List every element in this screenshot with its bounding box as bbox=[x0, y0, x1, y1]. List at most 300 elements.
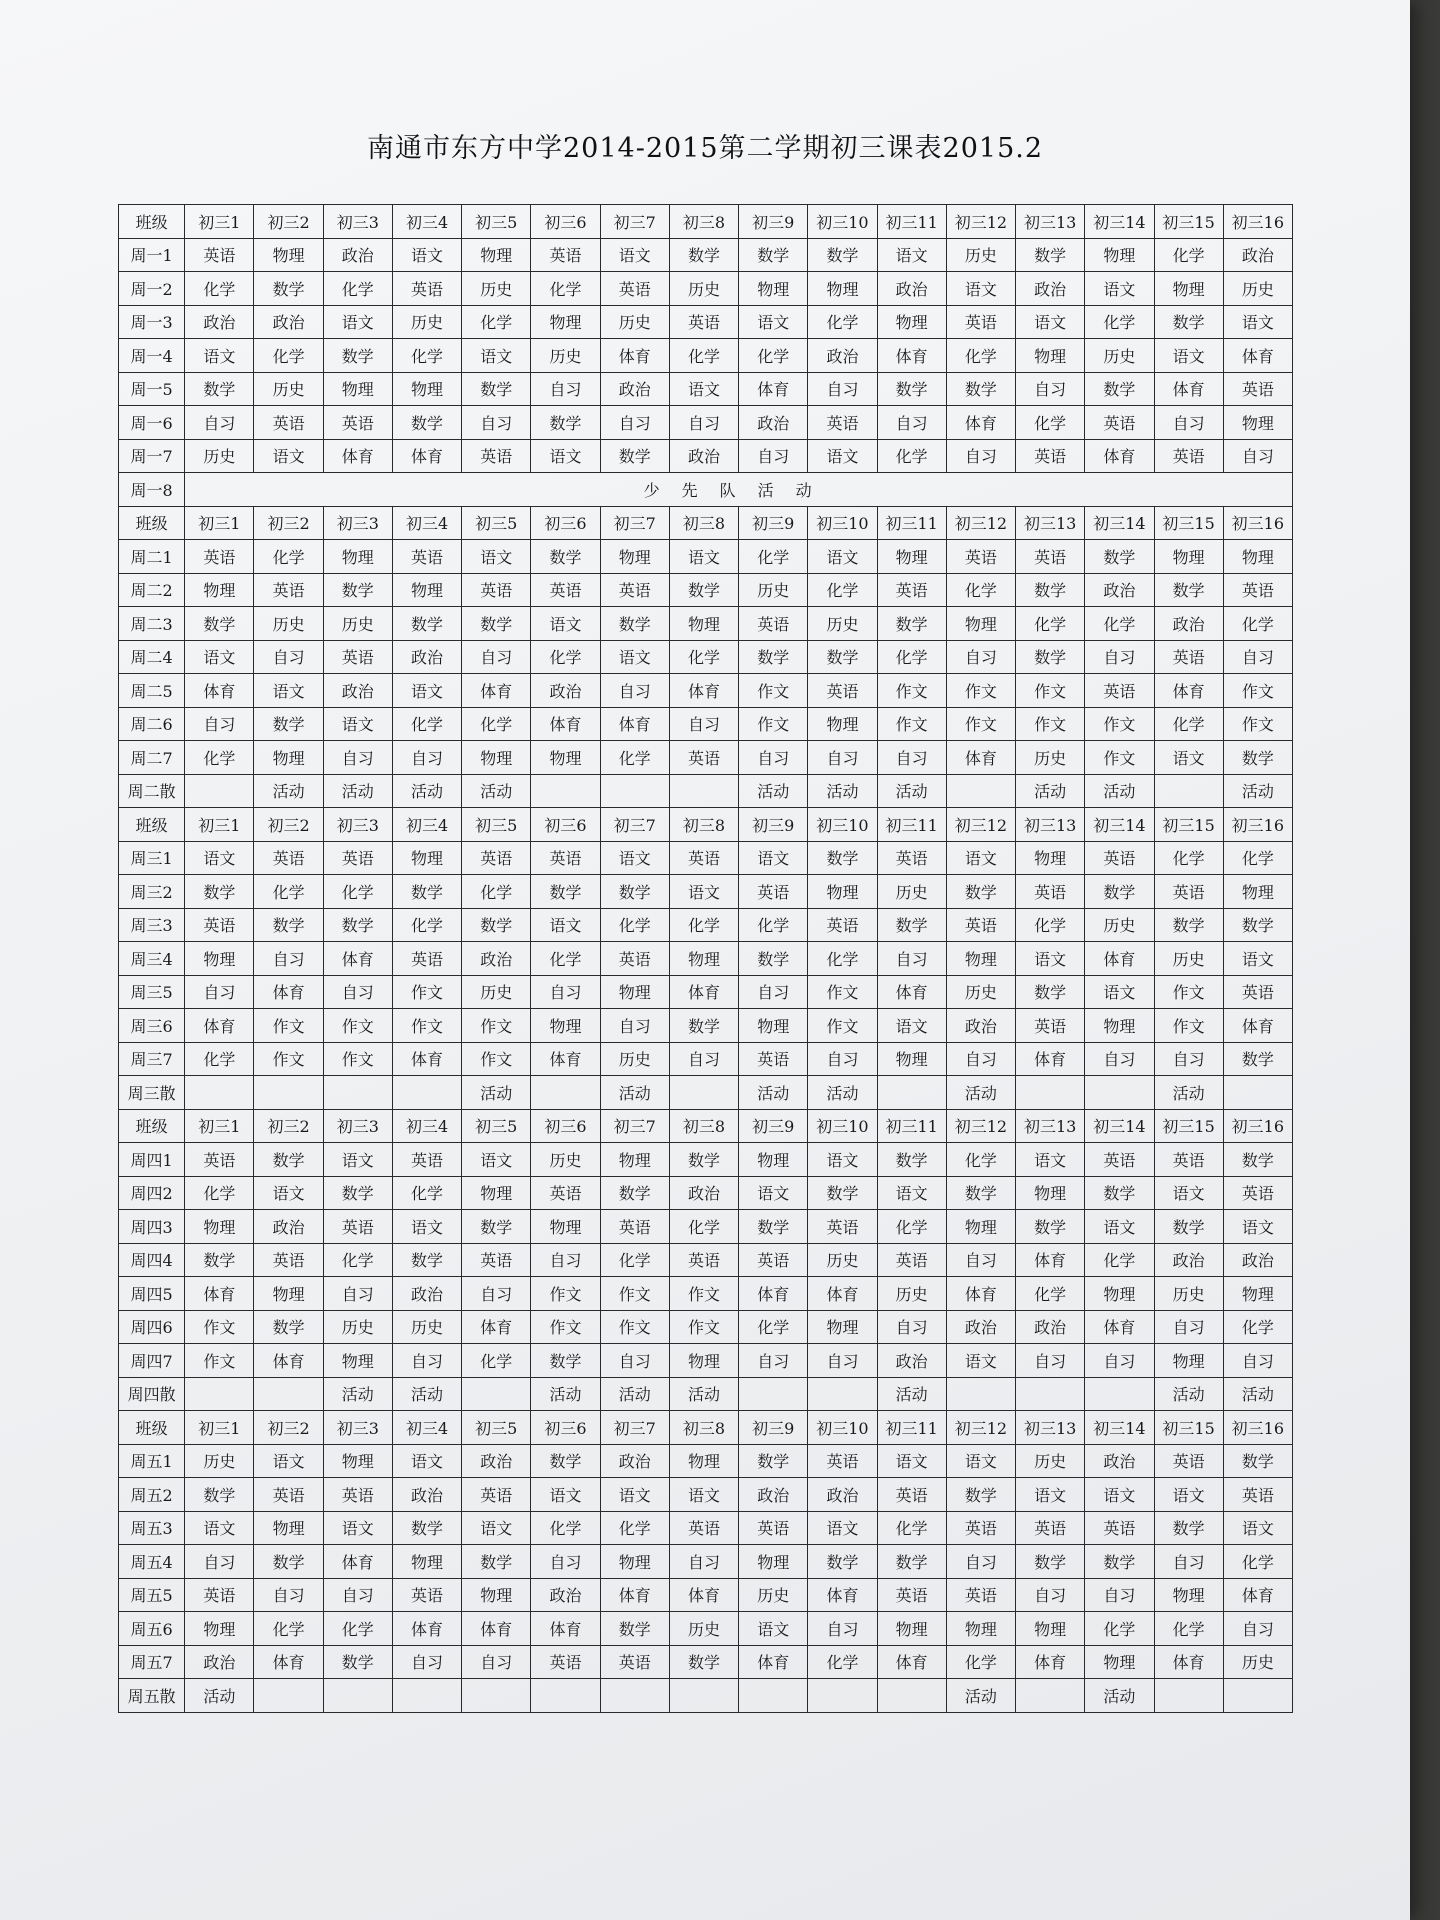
subject-cell: 体育 bbox=[1154, 372, 1223, 406]
subject-cell: 作文 bbox=[600, 1310, 669, 1344]
subject-cell: 英语 bbox=[531, 573, 600, 607]
subject-cell: 活动 bbox=[1154, 1076, 1223, 1110]
subject-cell: 体育 bbox=[946, 741, 1015, 775]
subject-cell: 英语 bbox=[946, 305, 1015, 339]
subject-cell: 政治 bbox=[739, 406, 808, 440]
subject-cell: 政治 bbox=[946, 1009, 1015, 1043]
subject-cell: 化学 bbox=[946, 573, 1015, 607]
subject-cell: 自习 bbox=[877, 741, 946, 775]
subject-cell: 自习 bbox=[323, 1277, 392, 1311]
subject-cell: 语文 bbox=[185, 339, 254, 373]
subject-cell: 语文 bbox=[669, 540, 738, 574]
subject-cell: 物理 bbox=[392, 1545, 461, 1579]
subject-cell: 化学 bbox=[462, 707, 531, 741]
subject-cell: 历史 bbox=[1223, 1645, 1292, 1679]
subject-cell: 语文 bbox=[600, 640, 669, 674]
subject-cell: 英语 bbox=[254, 1243, 323, 1277]
subject-cell: 物理 bbox=[531, 1210, 600, 1244]
subject-cell: 英语 bbox=[808, 1210, 877, 1244]
subject-cell: 作文 bbox=[739, 674, 808, 708]
class-label-header: 班级 bbox=[119, 1411, 185, 1445]
subject-cell: 物理 bbox=[877, 1612, 946, 1646]
class-column-header: 初三16 bbox=[1223, 808, 1292, 842]
subject-cell: 作文 bbox=[185, 1344, 254, 1378]
subject-cell: 物理 bbox=[600, 540, 669, 574]
subject-cell: 数学 bbox=[462, 1210, 531, 1244]
subject-cell: 数学 bbox=[185, 1243, 254, 1277]
subject-cell: 语文 bbox=[946, 841, 1015, 875]
subject-cell: 作文 bbox=[1085, 741, 1154, 775]
subject-cell bbox=[808, 1377, 877, 1411]
table-row bbox=[119, 439, 1293, 473]
period-label: 周五6 bbox=[119, 1612, 185, 1646]
subject-cell: 语文 bbox=[1085, 975, 1154, 1009]
subject-cell: 化学 bbox=[600, 1511, 669, 1545]
class-column-header: 初三6 bbox=[531, 506, 600, 540]
subject-cell: 数学 bbox=[323, 573, 392, 607]
subject-cell: 自习 bbox=[323, 741, 392, 775]
class-column-header: 初三14 bbox=[1085, 506, 1154, 540]
subject-cell: 语文 bbox=[808, 439, 877, 473]
subject-cell: 数学 bbox=[185, 875, 254, 909]
subject-cell: 化学 bbox=[1016, 1277, 1085, 1311]
subject-cell: 化学 bbox=[254, 540, 323, 574]
subject-cell: 物理 bbox=[669, 1344, 738, 1378]
subject-cell: 英语 bbox=[877, 1243, 946, 1277]
class-column-header: 初三9 bbox=[739, 1411, 808, 1445]
class-column-header: 初三5 bbox=[462, 506, 531, 540]
subject-cell: 作文 bbox=[462, 1009, 531, 1043]
subject-cell: 活动 bbox=[808, 1076, 877, 1110]
subject-cell: 化学 bbox=[254, 875, 323, 909]
subject-cell: 英语 bbox=[392, 1143, 461, 1177]
subject-cell: 自习 bbox=[1016, 1344, 1085, 1378]
table-row bbox=[119, 1511, 1293, 1545]
subject-cell: 化学 bbox=[669, 640, 738, 674]
subject-cell: 体育 bbox=[462, 1612, 531, 1646]
subject-cell: 数学 bbox=[1223, 1042, 1292, 1076]
period-label: 周四1 bbox=[119, 1143, 185, 1177]
subject-cell: 数学 bbox=[185, 1478, 254, 1512]
subject-cell: 历史 bbox=[185, 1444, 254, 1478]
subject-cell: 活动 bbox=[1085, 1679, 1154, 1713]
subject-cell: 英语 bbox=[392, 540, 461, 574]
subject-cell: 作文 bbox=[877, 674, 946, 708]
class-column-header: 初三15 bbox=[1154, 205, 1223, 239]
table-row bbox=[119, 640, 1293, 674]
subject-cell: 体育 bbox=[1085, 1310, 1154, 1344]
subject-cell: 历史 bbox=[1085, 908, 1154, 942]
class-label-header: 班级 bbox=[119, 205, 185, 239]
class-column-header: 初三1 bbox=[185, 205, 254, 239]
subject-cell: 化学 bbox=[739, 908, 808, 942]
subject-cell: 英语 bbox=[877, 1578, 946, 1612]
subject-cell: 政治 bbox=[531, 674, 600, 708]
subject-cell: 自习 bbox=[323, 975, 392, 1009]
subject-cell: 英语 bbox=[1016, 875, 1085, 909]
subject-cell: 物理 bbox=[1223, 406, 1292, 440]
subject-cell: 数学 bbox=[739, 640, 808, 674]
subject-cell: 英语 bbox=[1016, 540, 1085, 574]
subject-cell: 自习 bbox=[946, 1042, 1015, 1076]
table-row bbox=[119, 372, 1293, 406]
subject-cell: 物理 bbox=[600, 975, 669, 1009]
subject-cell: 数学 bbox=[669, 1645, 738, 1679]
subject-cell bbox=[185, 1076, 254, 1110]
subject-cell: 自习 bbox=[808, 1344, 877, 1378]
subject-cell: 历史 bbox=[323, 1310, 392, 1344]
subject-cell: 自习 bbox=[323, 1578, 392, 1612]
subject-cell: 英语 bbox=[877, 841, 946, 875]
class-column-header: 初三12 bbox=[946, 808, 1015, 842]
subject-cell: 历史 bbox=[531, 1143, 600, 1177]
subject-cell: 数学 bbox=[669, 1143, 738, 1177]
subject-cell: 化学 bbox=[1016, 607, 1085, 641]
subject-cell: 体育 bbox=[946, 1277, 1015, 1311]
subject-cell: 体育 bbox=[1223, 1578, 1292, 1612]
subject-cell: 体育 bbox=[739, 1277, 808, 1311]
subject-cell: 活动 bbox=[669, 1377, 738, 1411]
subject-cell: 政治 bbox=[254, 305, 323, 339]
subject-cell: 政治 bbox=[392, 640, 461, 674]
subject-cell: 化学 bbox=[946, 1143, 1015, 1177]
subject-cell: 数学 bbox=[462, 607, 531, 641]
subject-cell: 语文 bbox=[1154, 339, 1223, 373]
subject-cell: 英语 bbox=[323, 1210, 392, 1244]
subject-cell: 语文 bbox=[1223, 1210, 1292, 1244]
subject-cell: 化学 bbox=[946, 339, 1015, 373]
subject-cell: 数学 bbox=[1223, 1444, 1292, 1478]
class-column-header: 初三16 bbox=[1223, 205, 1292, 239]
subject-cell: 数学 bbox=[1016, 1545, 1085, 1579]
subject-cell: 物理 bbox=[323, 372, 392, 406]
subject-cell: 语文 bbox=[531, 1478, 600, 1512]
subject-cell: 语文 bbox=[323, 707, 392, 741]
subject-cell: 作文 bbox=[669, 1310, 738, 1344]
subject-cell: 历史 bbox=[254, 372, 323, 406]
class-column-header: 初三16 bbox=[1223, 1109, 1292, 1143]
subject-cell: 英语 bbox=[600, 1210, 669, 1244]
subject-cell: 语文 bbox=[1085, 1478, 1154, 1512]
subject-cell: 自习 bbox=[462, 406, 531, 440]
subject-cell: 语文 bbox=[808, 1511, 877, 1545]
period-label: 周一2 bbox=[119, 272, 185, 306]
subject-cell: 化学 bbox=[462, 875, 531, 909]
class-column-header: 初三12 bbox=[946, 506, 1015, 540]
class-column-header: 初三8 bbox=[669, 1411, 738, 1445]
subject-cell: 自习 bbox=[669, 1545, 738, 1579]
subject-cell: 政治 bbox=[1154, 1243, 1223, 1277]
subject-cell: 体育 bbox=[185, 1009, 254, 1043]
subject-cell: 活动 bbox=[946, 1076, 1015, 1110]
subject-cell: 体育 bbox=[323, 942, 392, 976]
subject-cell: 自习 bbox=[254, 640, 323, 674]
subject-cell: 语文 bbox=[531, 439, 600, 473]
subject-cell: 英语 bbox=[739, 1511, 808, 1545]
subject-cell: 自习 bbox=[877, 1310, 946, 1344]
subject-cell: 英语 bbox=[600, 272, 669, 306]
subject-cell: 体育 bbox=[1085, 439, 1154, 473]
subject-cell: 物理 bbox=[185, 942, 254, 976]
subject-cell: 自习 bbox=[1085, 1042, 1154, 1076]
subject-cell: 物理 bbox=[392, 573, 461, 607]
subject-cell: 化学 bbox=[946, 1645, 1015, 1679]
subject-cell: 体育 bbox=[1085, 942, 1154, 976]
table-row bbox=[119, 305, 1293, 339]
subject-cell: 物理 bbox=[1085, 1277, 1154, 1311]
subject-cell: 英语 bbox=[739, 1243, 808, 1277]
subject-cell: 数学 bbox=[531, 1444, 600, 1478]
class-column-header: 初三7 bbox=[600, 205, 669, 239]
subject-cell: 自习 bbox=[1154, 1042, 1223, 1076]
subject-cell bbox=[739, 1679, 808, 1713]
subject-cell: 化学 bbox=[808, 1645, 877, 1679]
subject-cell: 体育 bbox=[531, 707, 600, 741]
subject-cell: 体育 bbox=[1223, 1009, 1292, 1043]
subject-cell: 化学 bbox=[669, 1210, 738, 1244]
section-header-row bbox=[119, 1411, 1293, 1445]
period-label: 周一1 bbox=[119, 238, 185, 272]
class-column-header: 初三14 bbox=[1085, 205, 1154, 239]
merged-activity-cell: 少先队活动 bbox=[185, 473, 1293, 507]
subject-cell: 自习 bbox=[808, 741, 877, 775]
subject-cell bbox=[462, 1377, 531, 1411]
subject-cell: 作文 bbox=[462, 1042, 531, 1076]
subject-cell: 物理 bbox=[739, 1009, 808, 1043]
subject-cell: 作文 bbox=[531, 1310, 600, 1344]
class-column-header: 初三11 bbox=[877, 1109, 946, 1143]
subject-cell bbox=[1085, 1076, 1154, 1110]
subject-cell: 化学 bbox=[531, 1511, 600, 1545]
subject-cell: 政治 bbox=[254, 1210, 323, 1244]
subject-cell: 自习 bbox=[1154, 1545, 1223, 1579]
class-column-header: 初三4 bbox=[392, 808, 461, 842]
subject-cell: 自习 bbox=[600, 406, 669, 440]
subject-cell: 政治 bbox=[946, 1310, 1015, 1344]
subject-cell: 数学 bbox=[739, 1444, 808, 1478]
subject-cell: 体育 bbox=[392, 1612, 461, 1646]
subject-cell: 数学 bbox=[946, 1176, 1015, 1210]
subject-cell: 数学 bbox=[877, 1545, 946, 1579]
class-column-header: 初三11 bbox=[877, 506, 946, 540]
subject-cell: 自习 bbox=[1085, 1578, 1154, 1612]
subject-cell: 自习 bbox=[254, 942, 323, 976]
class-column-header: 初三13 bbox=[1016, 808, 1085, 842]
class-column-header: 初三4 bbox=[392, 506, 461, 540]
class-column-header: 初三12 bbox=[946, 1411, 1015, 1445]
table-row bbox=[119, 975, 1293, 1009]
class-column-header: 初三4 bbox=[392, 1411, 461, 1445]
subject-cell: 数学 bbox=[185, 607, 254, 641]
subject-cell: 英语 bbox=[808, 908, 877, 942]
subject-cell: 活动 bbox=[462, 1076, 531, 1110]
subject-cell: 作文 bbox=[877, 707, 946, 741]
subject-cell: 数学 bbox=[946, 875, 1015, 909]
subject-cell: 英语 bbox=[1223, 573, 1292, 607]
subject-cell: 活动 bbox=[739, 1076, 808, 1110]
subject-cell: 数学 bbox=[254, 1143, 323, 1177]
subject-cell bbox=[808, 1679, 877, 1713]
subject-cell: 物理 bbox=[877, 540, 946, 574]
subject-cell: 英语 bbox=[1154, 875, 1223, 909]
subject-cell: 数学 bbox=[1223, 908, 1292, 942]
subject-cell: 英语 bbox=[808, 406, 877, 440]
subject-cell: 自习 bbox=[946, 1545, 1015, 1579]
subject-cell: 化学 bbox=[392, 339, 461, 373]
subject-cell: 语文 bbox=[1016, 305, 1085, 339]
subject-cell bbox=[1154, 1679, 1223, 1713]
subject-cell: 英语 bbox=[808, 674, 877, 708]
class-column-header: 初三7 bbox=[600, 808, 669, 842]
subject-cell: 英语 bbox=[1223, 1478, 1292, 1512]
subject-cell: 作文 bbox=[531, 1277, 600, 1311]
subject-cell: 历史 bbox=[739, 573, 808, 607]
subject-cell: 作文 bbox=[808, 975, 877, 1009]
period-label: 周四7 bbox=[119, 1344, 185, 1378]
class-column-header: 初三5 bbox=[462, 808, 531, 842]
subject-cell: 物理 bbox=[669, 1444, 738, 1478]
subject-cell: 语文 bbox=[323, 1511, 392, 1545]
subject-cell: 语文 bbox=[531, 607, 600, 641]
subject-cell: 数学 bbox=[877, 908, 946, 942]
class-column-header: 初三3 bbox=[323, 808, 392, 842]
subject-cell: 英语 bbox=[1223, 372, 1292, 406]
class-column-header: 初三15 bbox=[1154, 808, 1223, 842]
subject-cell bbox=[1016, 1679, 1085, 1713]
subject-cell: 英语 bbox=[669, 1511, 738, 1545]
subject-cell: 作文 bbox=[808, 1009, 877, 1043]
class-column-header: 初三3 bbox=[323, 1109, 392, 1143]
class-label-header: 班级 bbox=[119, 808, 185, 842]
subject-cell: 英语 bbox=[669, 841, 738, 875]
subject-cell: 物理 bbox=[254, 1511, 323, 1545]
subject-cell: 活动 bbox=[877, 774, 946, 808]
class-column-header: 初三13 bbox=[1016, 205, 1085, 239]
subject-cell: 物理 bbox=[739, 1143, 808, 1177]
subject-cell: 语文 bbox=[392, 238, 461, 272]
subject-cell: 数学 bbox=[808, 238, 877, 272]
subject-cell: 语文 bbox=[600, 841, 669, 875]
subject-cell bbox=[669, 774, 738, 808]
subject-cell: 语文 bbox=[946, 1444, 1015, 1478]
subject-cell: 英语 bbox=[531, 1645, 600, 1679]
subject-cell: 化学 bbox=[739, 1310, 808, 1344]
subject-cell: 化学 bbox=[185, 741, 254, 775]
subject-cell: 数学 bbox=[323, 339, 392, 373]
subject-cell: 化学 bbox=[1154, 841, 1223, 875]
subject-cell: 自习 bbox=[600, 1009, 669, 1043]
class-column-header: 初三10 bbox=[808, 506, 877, 540]
subject-cell bbox=[946, 774, 1015, 808]
subject-cell: 英语 bbox=[462, 439, 531, 473]
subject-cell bbox=[1154, 774, 1223, 808]
subject-cell: 数学 bbox=[946, 1478, 1015, 1512]
subject-cell: 数学 bbox=[808, 640, 877, 674]
subject-cell: 化学 bbox=[1223, 1545, 1292, 1579]
subject-cell: 作文 bbox=[254, 1042, 323, 1076]
subject-cell: 体育 bbox=[877, 339, 946, 373]
subject-cell: 自习 bbox=[739, 1344, 808, 1378]
subject-cell: 英语 bbox=[1016, 1009, 1085, 1043]
subject-cell: 物理 bbox=[462, 238, 531, 272]
subject-cell: 语文 bbox=[531, 908, 600, 942]
table-row bbox=[119, 1009, 1293, 1043]
subject-cell: 自习 bbox=[808, 1042, 877, 1076]
subject-cell: 数学 bbox=[600, 607, 669, 641]
subject-cell: 物理 bbox=[1016, 1176, 1085, 1210]
subject-cell: 语文 bbox=[808, 1143, 877, 1177]
class-column-header: 初三10 bbox=[808, 808, 877, 842]
subject-cell: 物理 bbox=[877, 305, 946, 339]
subject-cell: 历史 bbox=[462, 272, 531, 306]
subject-cell: 体育 bbox=[462, 674, 531, 708]
subject-cell: 物理 bbox=[531, 1009, 600, 1043]
subject-cell: 语文 bbox=[1154, 1478, 1223, 1512]
subject-cell: 体育 bbox=[254, 1344, 323, 1378]
subject-cell: 英语 bbox=[185, 1578, 254, 1612]
subject-cell bbox=[531, 774, 600, 808]
subject-cell: 英语 bbox=[185, 1143, 254, 1177]
class-column-header: 初三8 bbox=[669, 808, 738, 842]
subject-cell: 自习 bbox=[808, 1612, 877, 1646]
subject-cell: 自习 bbox=[1223, 1344, 1292, 1378]
class-column-header: 初三3 bbox=[323, 205, 392, 239]
period-label: 周三1 bbox=[119, 841, 185, 875]
subject-cell: 语文 bbox=[1223, 1511, 1292, 1545]
subject-cell: 数学 bbox=[323, 1645, 392, 1679]
subject-cell: 自习 bbox=[808, 372, 877, 406]
subject-cell: 自习 bbox=[185, 406, 254, 440]
subject-cell: 数学 bbox=[877, 1143, 946, 1177]
subject-cell: 自习 bbox=[600, 674, 669, 708]
class-column-header: 初三15 bbox=[1154, 1109, 1223, 1143]
subject-cell: 物理 bbox=[254, 238, 323, 272]
subject-cell: 英语 bbox=[462, 841, 531, 875]
subject-cell: 数学 bbox=[392, 875, 461, 909]
subject-cell: 政治 bbox=[185, 305, 254, 339]
subject-cell: 英语 bbox=[462, 1243, 531, 1277]
subject-cell bbox=[946, 1377, 1015, 1411]
subject-cell: 作文 bbox=[1154, 1009, 1223, 1043]
subject-cell: 化学 bbox=[1154, 238, 1223, 272]
subject-cell: 英语 bbox=[254, 841, 323, 875]
subject-cell: 活动 bbox=[1223, 774, 1292, 808]
subject-cell: 体育 bbox=[600, 1578, 669, 1612]
subject-cell: 政治 bbox=[185, 1645, 254, 1679]
subject-cell: 自习 bbox=[531, 1243, 600, 1277]
table-row bbox=[119, 707, 1293, 741]
period-label: 周五2 bbox=[119, 1478, 185, 1512]
subject-cell: 数学 bbox=[254, 707, 323, 741]
subject-cell: 数学 bbox=[1016, 1210, 1085, 1244]
subject-cell: 体育 bbox=[739, 372, 808, 406]
subject-cell: 自习 bbox=[392, 1645, 461, 1679]
class-column-header: 初三13 bbox=[1016, 506, 1085, 540]
class-column-header: 初三10 bbox=[808, 205, 877, 239]
subject-cell: 政治 bbox=[323, 674, 392, 708]
period-label: 周三4 bbox=[119, 942, 185, 976]
subject-cell: 自习 bbox=[877, 406, 946, 440]
subject-cell: 物理 bbox=[1016, 1612, 1085, 1646]
subject-cell: 政治 bbox=[323, 238, 392, 272]
subject-cell: 体育 bbox=[392, 439, 461, 473]
subject-cell bbox=[669, 1679, 738, 1713]
subject-cell bbox=[1223, 1679, 1292, 1713]
subject-cell: 自习 bbox=[462, 1277, 531, 1311]
subject-cell: 体育 bbox=[254, 975, 323, 1009]
subject-cell: 体育 bbox=[669, 1578, 738, 1612]
class-column-header: 初三5 bbox=[462, 205, 531, 239]
